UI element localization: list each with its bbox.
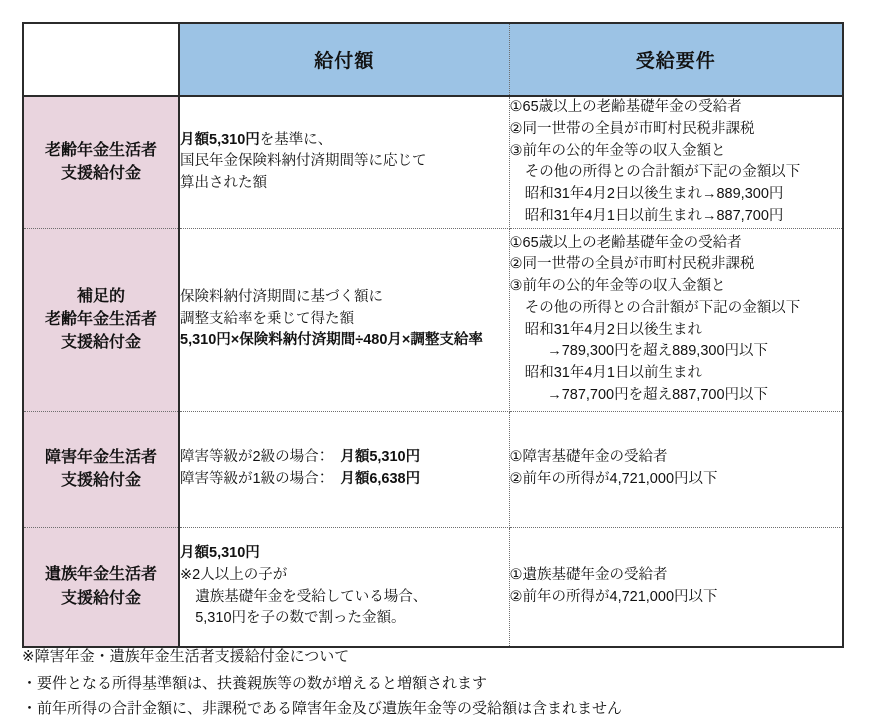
benefit-type-label-line: 支援給付金 (60, 472, 141, 489)
benefit-type-label-line: 遺族年金生活者 (44, 566, 157, 584)
eligibility-requirements-cell (509, 411, 843, 527)
table-row (23, 228, 843, 411)
eligibility-requirement-line: その他の所得との合計額が下記の金額以下 (524, 299, 801, 316)
benefit-amount-line (180, 447, 509, 469)
eligibility-requirement-line: 昭和31年4月1日以前生まれ (524, 365, 702, 381)
benefit-amount-text: 5,310円×保険料納付済期間÷480月×調整支給率 (180, 332, 483, 349)
table-row (23, 96, 843, 228)
benefit-type-label (23, 411, 179, 527)
benefit-amount-line (180, 565, 509, 587)
eligibility-requirement-line: 昭和31年4月2日以後生まれ (524, 321, 702, 338)
header-benefit-amount: 給付額 (179, 23, 509, 96)
eligibility-requirement-line: その他の所得との合計額が下記の金額以下 (524, 164, 801, 181)
benefit-amount-cell (179, 228, 509, 411)
benefit-amount-cell (179, 527, 509, 647)
eligibility-requirement-line: ②前年の所得が4,721,000円以下 (509, 471, 718, 487)
eligibility-requirement-line: →789,300円を超え889,300円以下 (547, 343, 769, 360)
eligibility-requirement-line: ③前年の公的年金等の収入金額と (509, 142, 726, 159)
eligibility-requirement-line: ②同一世帯の全員が市町村民税非課税 (509, 120, 755, 137)
benefit-amount-line (180, 587, 509, 609)
benefit-amount-line (180, 309, 509, 331)
benefit-amount-cell (179, 411, 509, 527)
benefit-amount-line (180, 151, 509, 173)
eligibility-requirement-line: 昭和31年4月2日以後生まれ→889,300円 (524, 186, 784, 202)
eligibility-requirement-line: ①65歳以上の老齢基礎年金の受給者 (509, 234, 742, 251)
benefit-type-label-line: 老齢年金生活者 (44, 142, 157, 160)
benefit-type-label-line: 老齢年金生活者 (44, 310, 157, 328)
benefit-amount-text: 月額5,310円 (180, 545, 260, 561)
header-eligibility-requirements: 受給要件 (509, 23, 843, 96)
benefit-type-label-line: 補足的 (76, 287, 125, 305)
eligibility-requirement-line: ③前年の公的年金等の収入金額と (509, 278, 726, 294)
eligibility-requirement-line: ①障害基礎年金の受給者 (509, 449, 668, 466)
benefit-amount-text: 算出された額 (180, 175, 267, 192)
benefit-amount-prefix: 障害等級が2級の場合： (180, 449, 341, 466)
benefit-amount-cell (179, 96, 509, 228)
benefit-amount-text: 国民年金保険料納付済期間等に応じて (180, 153, 427, 170)
eligibility-requirements-cell (509, 527, 843, 647)
benefit-summary-table (22, 22, 844, 648)
table-row (23, 527, 843, 647)
benefit-type-label-line: 支援給付金 (60, 165, 141, 183)
benefit-amount-line (180, 173, 509, 195)
benefit-amount-line (180, 130, 509, 152)
benefit-type-label (23, 228, 179, 411)
eligibility-requirement-line: ①遺族基礎年金の受給者 (509, 566, 668, 583)
footnote-item: ・前年所得の合計金額に、非課税である障害年金及び遺族年金等の受給額は含まれません (22, 699, 623, 717)
benefit-amount-line (180, 330, 509, 352)
benefit-amount-line (180, 608, 509, 630)
table-body (23, 96, 843, 647)
eligibility-requirement-line: ①65歳以上の老齢基礎年金の受給者 (509, 99, 742, 115)
benefit-amount-line (180, 543, 509, 565)
footnotes (22, 645, 842, 721)
benefit-type-label-line: 支援給付金 (60, 589, 141, 607)
benefit-amount-prefix: 障害等級が1級の場合： (180, 471, 341, 487)
benefit-amount-line (180, 287, 509, 309)
eligibility-requirement-line: 昭和31年4月1日以前生まれ→887,700円 (524, 207, 784, 224)
benefit-amount-suffix: を基準に、 (259, 131, 333, 148)
benefit-amount-text: 月額5,310円 (340, 449, 421, 466)
eligibility-requirement-line: →787,700円を超え887,700円以下 (547, 386, 769, 403)
benefit-amount-text: ※2人以上の子が (180, 566, 288, 583)
header-corner-blank (23, 23, 179, 96)
benefit-type-label (23, 527, 179, 647)
benefit-type-label-line: 支援給付金 (60, 334, 141, 352)
eligibility-requirements-cell (509, 228, 843, 411)
benefit-amount-text: 保険料納付済期間に基づく額に (180, 288, 383, 305)
benefit-amount-text: 月額6,638円 (340, 471, 421, 487)
footnote-heading: ※障害年金・遺族年金生活者支援給付金について (22, 648, 350, 665)
benefit-amount-text: 5,310円を子の数で割った金額。 (195, 610, 406, 627)
benefit-amount-text: 月額5,310円 (180, 131, 260, 148)
table-row (23, 411, 843, 527)
benefit-amount-text: 遺族基礎年金を受給している場合、 (195, 588, 428, 605)
benefit-type-label (23, 96, 179, 228)
table-header (23, 23, 843, 96)
benefit-amount-line (180, 469, 509, 491)
benefit-type-label-line: 障害年金生活者 (44, 448, 157, 466)
footnote-item: ・要件となる所得基準額は、扶養親族等の数が増えると増額されます (22, 675, 488, 693)
benefit-amount-text: 調整支給率を乗じて得た額 (180, 310, 354, 327)
eligibility-requirements-cell (509, 96, 843, 228)
eligibility-requirement-line: ②同一世帯の全員が市町村民税非課税 (509, 256, 755, 273)
header-row (23, 23, 843, 96)
eligibility-requirement-line: ②前年の所得が4,721,000円以下 (509, 588, 718, 605)
